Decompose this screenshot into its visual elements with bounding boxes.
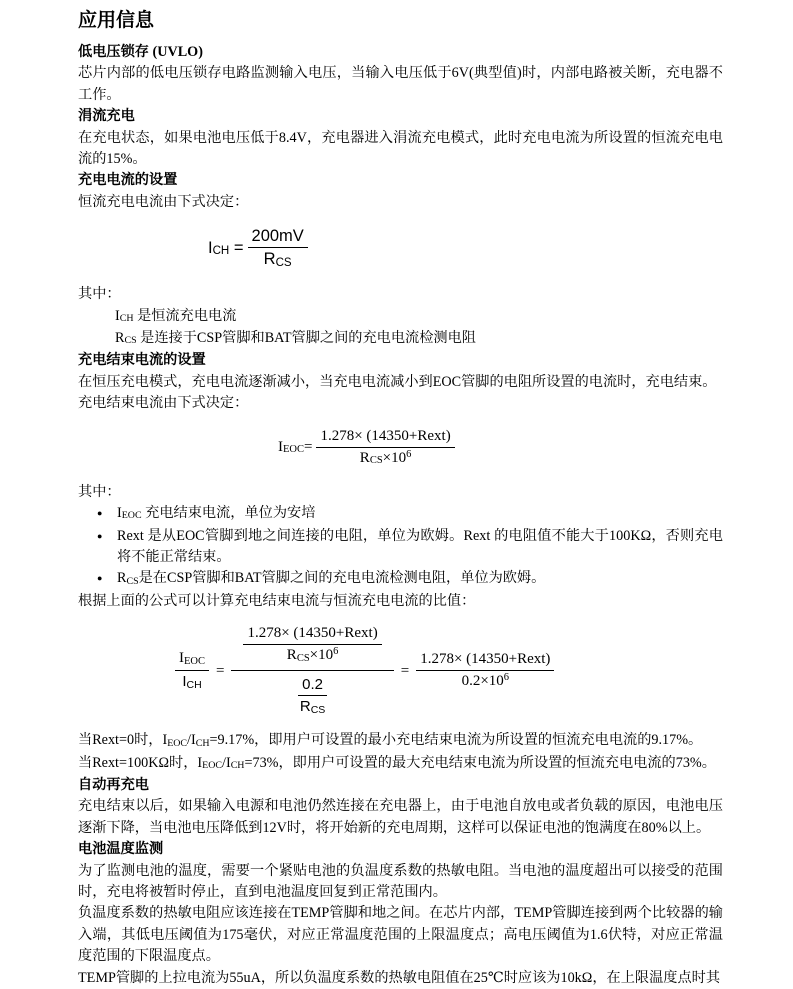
equals-sign: = xyxy=(216,662,225,679)
where-label-1: 其中： xyxy=(78,286,121,303)
formula-ieoc-fraction xyxy=(316,427,454,469)
formula-ratio-bottom-den: $R_{CS}$ xyxy=(299,698,326,716)
formula-ratio-middle-num xyxy=(231,622,393,671)
section-heading-recharge: 自动再充电 xyxy=(78,776,149,793)
paragraph-eoc-2: 充电结束电流由下式决定： xyxy=(78,395,249,412)
paragraph-trickle: 在充电状态，如果电池电压低于8.4V，充电器进入涓流充电模式，此时充电电流为所设置的恒流充电电流的15%。 xyxy=(78,129,723,168)
formula-ratio-top-num: 1.278× (14350+Rext) xyxy=(243,624,381,645)
where-item-rcs: $R_{CS}$ 是连接于CSP管脚和BAT管脚之间的充电电流检测电阻 xyxy=(115,330,476,347)
formula-ich xyxy=(208,226,723,271)
paragraph-temp-3: TEMP管脚的上拉电流为55uA，所以负温度系数的热敏电阻值在25℃时应该为10kΩ，在上限温度点时其 xyxy=(78,969,721,986)
formula-ratio-rhs xyxy=(416,650,554,692)
section-heading-eoc: 充电结束电流的设置 xyxy=(78,352,206,369)
formula-ratio-top-fraction xyxy=(243,624,381,666)
section-heading-trickle: 涓流充电 xyxy=(78,108,135,125)
formula-ich-fraction xyxy=(248,226,308,271)
bullet-item-rcs xyxy=(78,568,723,590)
formula-ratio-bottom-fraction xyxy=(296,675,329,718)
equals-sign: = xyxy=(400,662,410,679)
section-heading-uvlo: 低电压锁存 (UVLO) xyxy=(78,44,203,60)
where-label-2: 其中： xyxy=(78,483,121,500)
formula-ratio xyxy=(175,622,723,720)
formula-ratio-bottom-num: 0.2 xyxy=(298,675,327,696)
paragraph-temp-1: 为了监测电池的温度，需要一个紧贴电池的负温度系数的热敏电阻。当电池的温度超出可以接受的范围时，充电将被暂时停止，直到电池温度回复到正常范围内。 xyxy=(78,862,723,900)
formula-ratio-middle xyxy=(231,622,393,720)
paragraph-rext100: 当Rext=100KΩ时，$I_{EOC}/I_{CH}=73\%$，即用户可设置的最大充电结束电流为所设置的恒流充电电流的73%。 xyxy=(78,754,716,771)
formula-ratio-middle-den xyxy=(284,671,341,720)
bullet-icon: ● xyxy=(97,573,103,584)
paragraph-uvlo: 芯片内部的低电压锁存电路监测输入电压，当输入电压低于6V(典型值)时，内部电路被关断，充电器不工作。 xyxy=(78,65,723,103)
bullet-item-rext xyxy=(78,526,723,569)
bullet-icon: ● xyxy=(97,508,103,519)
section-heading-temp: 电池温度监测 xyxy=(78,841,164,858)
formula-ich-numerator: 200mV xyxy=(248,226,308,248)
bullet-icon: ● xyxy=(97,530,103,541)
bullet-text-ieoc: $I_{EOC}$ 充电结束电流，单位为安培 xyxy=(117,505,316,522)
formula-ich-denominator: $R_{CS}$ xyxy=(263,250,292,269)
paragraph-ratio-intro: 根据上面的公式可以计算充电结束电流与恒流充电电流的比值： xyxy=(78,592,476,609)
page-title: 应用信息 xyxy=(78,10,155,31)
paragraph-charge-current-intro: 恒流充电电流由下式决定： xyxy=(78,193,249,210)
bullet-item-ieoc xyxy=(78,503,723,525)
formula-ratio-rhs-num: 1.278× (14350+Rext) xyxy=(416,650,554,671)
formula-ratio-lhs xyxy=(175,649,209,693)
paragraph-rext0: 当Rext=0时，$I_{EOC}/I_{CH}=9.17\%$，即用户可设置的最小充电结束电流为所设置的恒流充电电流的9.17%。 xyxy=(78,732,703,749)
where-item-ich: $I_{CH}$ 是恒流充电电流 xyxy=(115,307,237,325)
bullet-text-rcs: $R_{CS}$是在CSP管脚和BAT管脚之间的充电电流检测电阻，单位为欧姆。 xyxy=(117,570,546,587)
paragraph-eoc-1: 在恒压充电模式，充电电流逐渐减小，当充电电流减小到EOC管脚的电阻所设置的电流时，充电结束。 xyxy=(78,373,717,390)
bullet-text-rext: Rext 是从EOC管脚到地之间连接的电阻，单位为欧姆。Rext 的电阻值不能大于100KΩ，否则充电将不能正常结束。 xyxy=(117,527,723,565)
formula-ieoc-numerator: 1.278× (14350+Rext) xyxy=(316,427,454,448)
formula-ieoc xyxy=(278,427,723,469)
paragraph-recharge: 充电结束以后，如果输入电源和电池仍然连接在充电器上，由于电池自放电或者负载的原因，电池电压逐渐下降，当电池电压降低到12V时，将开始新的充电周期，这样可以保证电池的饱满度在80%以上。 xyxy=(78,798,723,836)
paragraph-temp-2: 负温度系数的热敏电阻应该连接在TEMP管脚和地之间。在芯片内部，TEMP管脚连接到两个比较器的输入端，其低电压阈值为175毫伏，对应正常温度范围的上限温度点；高电压阈值为1.6伏特，对应正常温度范围的下限温度点。 xyxy=(78,905,723,965)
formula-ratio-top-den: $R_{CS}\times 10^6$ xyxy=(286,646,339,664)
formula-ratio-lhs-num: $I_{EOC}$ xyxy=(175,649,209,671)
section-heading-charge-current: 充电电流的设置 xyxy=(78,172,178,189)
formula-ratio-rhs-den: $0.2\times 10^6$ xyxy=(461,672,510,690)
formula-ieoc-lhs: $I_{EOC}=$ xyxy=(278,438,313,456)
formula-ratio-lhs-den: $I_{CH}$ xyxy=(182,673,202,691)
formula-ich-lhs: $I_{CH}$ = xyxy=(208,238,244,258)
formula-ieoc-denominator: $R_{CS}\times 10^6$ xyxy=(359,448,412,467)
